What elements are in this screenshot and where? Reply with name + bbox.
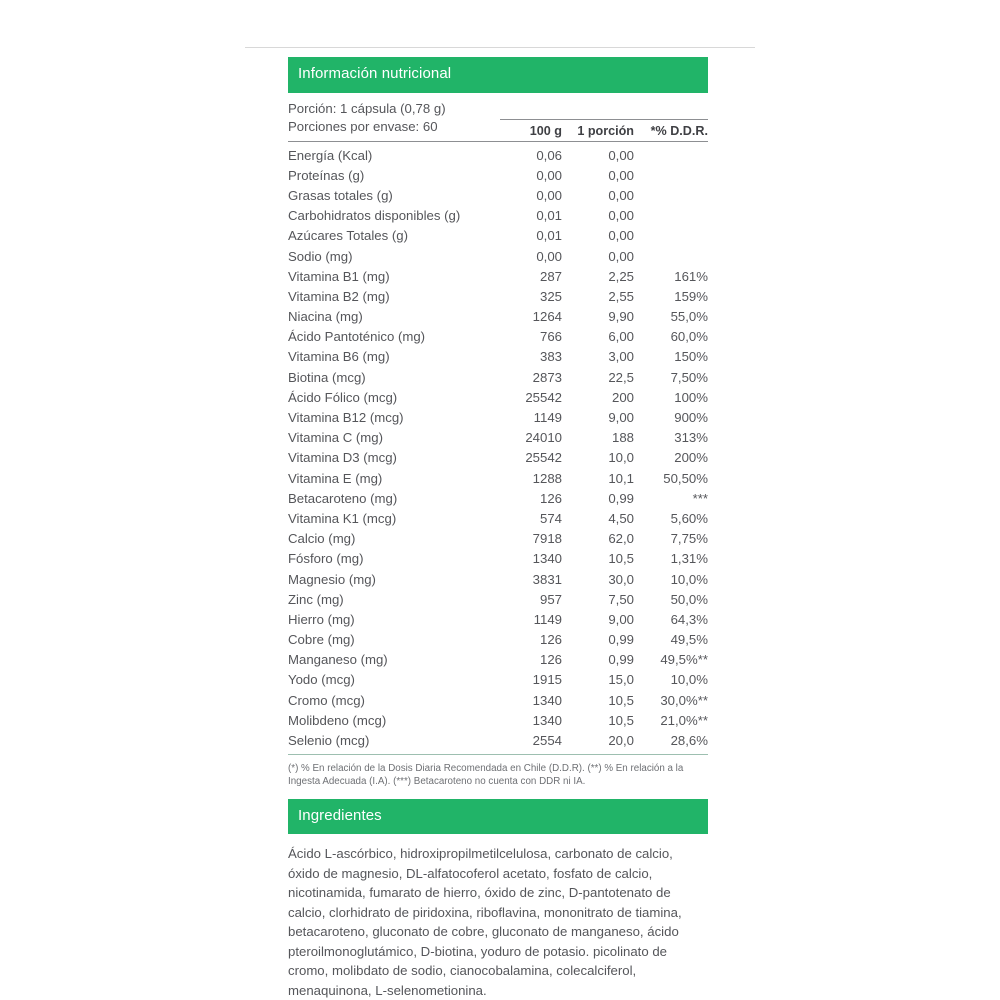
nutrition-footnote: (*) % En relación de la Dosis Diaria Recomendada en Chile (D.D.R). (**) % En relación a la Ingesta Adecuada (I.A). (***) Betacaroteno no cuenta con DDR ni IA. [288,762,684,788]
nutrient-name: Vitamina D3 (mcg) [288,450,397,466]
nutrient-per-serving: 6,00 [608,329,634,345]
nutrient-ddr: 100% [674,389,708,405]
nutrient-per-serving: 0,99 [608,652,634,668]
table-row [288,428,708,448]
nutrient-per-serving: 2,55 [608,288,634,304]
nutrient-per-100g: 0,00 [536,248,562,264]
nutrient-ddr: 49,5%** [660,652,708,668]
nutrient-name: Molibdeno (mcg) [288,712,387,728]
nutrient-name: Ácido Fólico (mcg) [288,389,398,405]
nutrient-per-100g: 1264 [532,309,562,325]
nutrient-per-serving: 0,00 [608,248,634,264]
table-row [288,529,708,549]
table-row [288,488,708,508]
nutrient-per-100g: 957 [539,591,562,607]
nutrient-name: Vitamina E (mg) [288,470,383,486]
nutrient-ddr: 200% [674,450,708,466]
nutrient-ddr [634,246,708,266]
nutrient-per-serving: 10,5 [608,692,634,708]
column-header-serving: 1 porción [577,123,634,138]
nutrient-per-serving: 200 [611,389,634,405]
nutrient-per-serving: 0,99 [608,490,634,506]
nutrient-name: Vitamina B12 (mcg) [288,410,404,425]
nutrient-ddr: 159% [674,288,708,304]
nutrient-name: Sodio (mg) [288,248,353,264]
table-row [288,226,708,246]
nutrient-per-serving: 0,00 [608,187,634,203]
nutrient-per-100g: 0,06 [536,147,562,163]
nutrient-ddr: 60,0% [670,329,708,345]
nutrient-per-serving: 22,5 [608,369,634,385]
nutrient-name: Calcio (mg) [288,531,356,547]
column-headers [500,119,708,138]
nutrient-name: Azúcares Totales (g) [288,228,408,244]
nutrient-per-serving: 10,5 [608,712,634,728]
nutrient-per-100g: 0,00 [536,187,562,203]
table-row [288,609,708,629]
nutrient-name: Cromo (mcg) [288,692,365,708]
nutrient-per-serving: 30,0 [608,571,634,587]
nutrient-per-100g: 287 [539,268,562,284]
table-row [288,347,708,367]
nutrient-per-100g: 0,00 [536,167,562,183]
nutrient-ddr: 313% [674,430,708,446]
nutrient-per-100g: 2554 [532,733,562,748]
nutrient-per-100g: 1149 [533,410,562,425]
nutrient-per-serving: 4,50 [608,510,634,526]
nutrient-per-serving: 10,1 [608,470,634,486]
nutrient-ddr: 150% [674,349,708,365]
serving-info-area [288,93,708,142]
nutrient-per-100g: 574 [539,510,562,526]
table-row [288,165,708,185]
nutrient-name: Fósforo (mg) [288,551,364,567]
nutrition-label-block [288,57,708,1000]
nutrient-per-serving: 0,99 [608,632,634,648]
nutrient-per-100g: 1340 [532,712,562,728]
nutrient-per-100g: 25542 [525,450,562,466]
nutrient-per-100g: 1915 [532,672,562,688]
table-row [288,206,708,226]
table-row [288,407,708,427]
nutrient-name: Energía (Kcal) [288,147,373,163]
nutrient-per-serving: 188 [611,430,634,446]
nutrient-per-serving: 10,0 [608,450,634,466]
nutrient-per-serving: 9,00 [608,410,634,425]
nutrient-ddr: 50,0% [670,591,708,607]
nutrient-per-serving: 0,00 [608,147,634,163]
nutrient-per-100g: 1288 [532,470,562,486]
nutrient-ddr: 21,0%** [660,712,708,728]
nutrient-name: Vitamina K1 (mcg) [288,510,397,526]
nutrient-ddr: 49,5% [670,632,708,648]
nutrient-per-100g: 0,01 [536,228,562,244]
table-row [288,448,708,468]
column-header-100g: 100 g [529,123,562,138]
table-row [288,710,708,730]
nutrient-name: Selenio (mcg) [288,733,370,748]
table-row [288,185,708,205]
nutrient-name: Yodo (mcg) [288,672,355,688]
nutrient-ddr [634,226,708,246]
nutrient-per-100g: 766 [539,329,562,345]
table-row [288,650,708,670]
nutrient-ddr [634,206,708,226]
nutrient-name: Carbohidratos disponibles (g) [288,208,461,224]
nutrient-name: Vitamina B2 (mg) [288,288,390,304]
nutrient-per-serving: 10,5 [608,551,634,567]
nutrient-per-serving: 62,0 [608,531,634,547]
table-row [288,629,708,649]
nutrient-per-serving: 7,50 [608,591,634,607]
nutrient-name: Niacina (mg) [288,309,363,325]
nutrient-name: Zinc (mg) [288,591,344,607]
nutrient-name: Ácido Pantoténico (mg) [288,329,426,345]
nutrient-per-100g: 1340 [532,551,562,567]
ingredients-section-header: Ingredientes [288,799,708,835]
nutrient-per-100g: 1149 [533,611,562,627]
nutrient-per-100g: 126 [539,490,562,506]
nutrient-name: Hierro (mg) [288,611,355,627]
nutrient-ddr: 900% [674,410,708,425]
serving-info-text [288,100,446,138]
serving-size-line: Porción: 1 cápsula (0,78 g) [288,100,446,116]
top-divider [245,47,755,48]
table-row [288,367,708,387]
nutrient-per-100g: 24010 [525,430,562,446]
nutrient-name: Cobre (mg) [288,632,355,648]
nutrient-ddr: 50,50% [663,470,708,486]
column-header-ddr: *% D.D.R. [650,123,708,138]
nutrient-name: Vitamina C (mg) [288,430,384,446]
table-row [288,142,708,165]
nutrient-per-100g: 7918 [532,531,562,547]
nutrient-per-serving: 9,90 [608,309,634,325]
nutrient-per-100g: 325 [539,288,562,304]
nutrient-per-serving: 2,25 [608,268,634,284]
nutrient-name: Vitamina B6 (mg) [288,349,390,365]
nutrient-per-100g: 2873 [532,369,562,385]
nutrition-table [288,142,708,755]
nutrient-ddr: 55,0% [670,309,708,325]
nutrient-ddr: 10,0% [670,571,708,587]
table-row [288,508,708,528]
nutrition-table-body [288,142,708,754]
nutrient-ddr: 1,31% [670,551,708,567]
nutrient-name: Vitamina B1 (mg) [288,268,390,284]
nutrient-ddr [634,185,708,205]
table-row [288,670,708,690]
nutrient-per-serving: 20,0 [608,733,634,748]
nutrient-ddr: 10,0% [670,672,708,688]
ingredients-text: Ácido L-ascórbico, hidroxipropilmetilcelulosa, carbonato de calcio, óxido de magnesio, DL-alfatocoferol acetato, fosfato de calcio, nicotinamida, fumarato de hierro, óxido de zinc, D-pantotenato de calcio, clorhidrato de piridoxina, riboflavina, mononitrato de tiamina, betacaroteno, gluconato de cobre, gluconato de manganeso, ácido pteroilmonoglutámico, D-biotina, yoduro de potasio. picolinato de cromo, molibdato de sodio, cianocobalamina, colecalciferol, menaquinona, L-selenometionina. [288,846,682,998]
nutrition-section-header: Información nutricional [288,57,708,93]
nutrient-ddr: 5,60% [670,510,708,526]
nutrient-ddr: 161% [674,268,708,284]
nutrient-name: Magnesio (mg) [288,571,376,587]
nutrient-per-serving: 15,0 [608,672,634,688]
nutrient-name: Grasas totales (g) [288,187,393,203]
table-row [288,468,708,488]
table-row [288,690,708,710]
nutrient-per-serving: 0,00 [608,228,634,244]
table-row [288,549,708,569]
table-row [288,387,708,407]
nutrient-ddr: 30,0%** [660,692,708,708]
nutrient-ddr [634,165,708,185]
nutrient-per-100g: 383 [539,349,562,365]
nutrient-ddr: 7,75% [670,531,708,547]
nutrient-ddr [634,142,708,165]
nutrient-per-serving: 9,00 [608,611,634,627]
nutrient-per-100g: 126 [539,632,562,648]
table-row [288,730,708,754]
nutrient-per-100g: 3831 [532,571,562,587]
table-row [288,589,708,609]
nutrient-per-100g: 126 [539,652,562,668]
table-row [288,266,708,286]
nutrient-per-serving: 3,00 [608,349,634,365]
nutrient-name: Manganeso (mg) [288,652,388,668]
table-row [288,306,708,326]
nutrient-per-serving: 0,00 [608,167,634,183]
servings-per-container-line: Porciones por envase: 60 [288,119,438,135]
nutrient-name: Biotina (mcg) [288,369,366,385]
nutrient-ddr: 7,50% [670,369,708,385]
table-row [288,327,708,347]
table-row [288,246,708,266]
nutrient-ddr: 64,3% [670,611,708,627]
table-row [288,569,708,589]
nutrient-per-100g: 0,01 [536,208,562,224]
nutrient-per-100g: 1340 [532,692,562,708]
table-row [288,286,708,306]
nutrient-ddr: 28,6% [670,733,708,748]
nutrient-name: Proteínas (g) [288,167,365,183]
nutrient-per-100g: 25542 [525,389,562,405]
nutrient-per-serving: 0,00 [608,208,634,224]
nutrient-ddr: *** [692,490,708,506]
nutrient-name: Betacaroteno (mg) [288,490,398,506]
